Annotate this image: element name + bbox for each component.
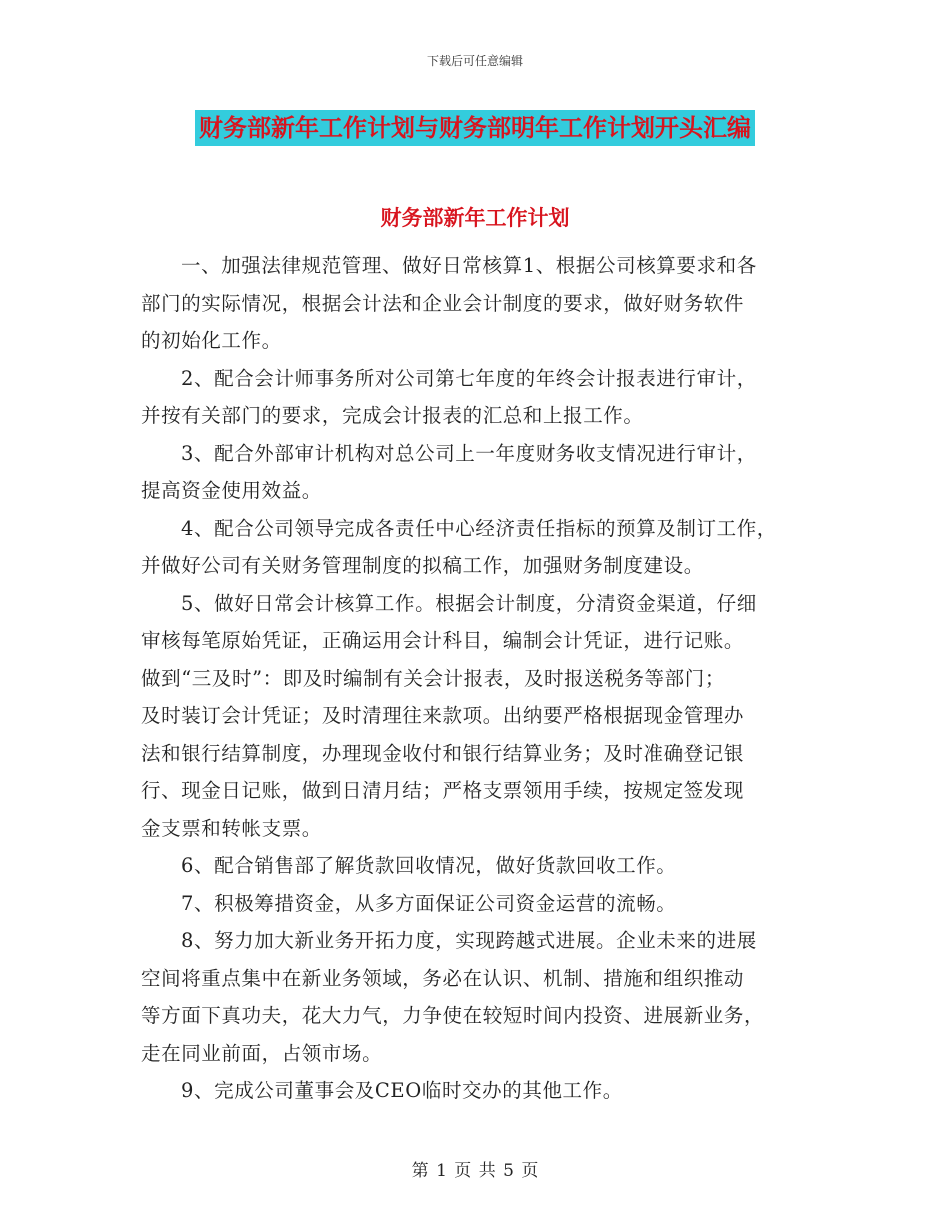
paragraph xyxy=(141,360,811,435)
paragraph-line: 的初始化工作。 xyxy=(141,329,282,352)
paragraph xyxy=(141,885,811,923)
main-title: 财务部新年工作计划与财务部明年工作计划开头汇编 xyxy=(195,110,755,146)
paragraph-line: 金支票和转帐支票。 xyxy=(141,816,322,840)
paragraph-line: 一、加强法律规范管理、做好日常核算1、根据公司核算要求和各 xyxy=(181,254,757,277)
paragraph-line: 2、配合会计师事务所对公司第七年度的年终会计报表进行审计， xyxy=(181,366,757,390)
paragraph-line: 审核每笔原始凭证，正确运用会计科目，编制会计凭证，进行记账。 xyxy=(141,629,745,652)
header-note: 下载后可任意编辑 xyxy=(426,54,523,68)
paragraph xyxy=(141,585,811,848)
paragraph xyxy=(141,435,811,510)
paragraph-line: 等方面下真功夫，花大力气，力争使在较短时间内投资、进展新业务， xyxy=(141,1004,765,1027)
paragraph-line: 3、配合外部审计机构对总公司上一年度财务收支情况进行审计， xyxy=(181,441,757,465)
document-body xyxy=(141,247,811,1110)
page-footer: 第 1 页 共 5 页 xyxy=(411,1161,539,1181)
paragraph-line: 9、完成公司董事会及CEO临时交办的其他工作。 xyxy=(181,1079,623,1102)
paragraph xyxy=(141,247,811,360)
paragraph-line: 5、做好日常会计核算工作。根据会计制度，分清资金渠道，仔细 xyxy=(181,591,757,615)
paragraph xyxy=(141,1072,811,1110)
paragraph-line: 4、配合公司领导完成各责任中心经济责任指标的预算及制订工作， xyxy=(181,516,777,540)
paragraph-line: 8、努力加大新业务开拓力度，实现跨越式进展。企业未来的进展 xyxy=(181,929,757,952)
paragraph-line: 提高资金使用效益。 xyxy=(141,479,322,502)
paragraph-line: 及时装订会计凭证；及时清理往来款项。出纳要严格根据现金管理办 xyxy=(141,704,745,727)
paragraph xyxy=(141,922,811,1072)
paragraph xyxy=(141,847,811,885)
paragraph-line: 并做好公司有关财务管理制度的拟稿工作，加强财务制度建设。 xyxy=(141,554,704,577)
paragraph-line: 行、现金日记账，做到日清月结；严格支票领用手续，按规定签发现 xyxy=(141,779,745,802)
paragraph-line: 部门的实际情况，根据会计法和企业会计制度的要求，做好财务软件 xyxy=(141,291,745,315)
section-title: 财务部新年工作计划 xyxy=(380,206,570,230)
paragraph-line: 法和银行结算制度，办理现金收付和银行结算业务；及时准确登记银 xyxy=(141,741,745,765)
paragraph-line: 7、积极筹措资金，从多方面保证公司资金运营的流畅。 xyxy=(181,891,677,915)
paragraph xyxy=(141,510,811,585)
paragraph-line: 空间将重点集中在新业务领域，务必在认识、机制、措施和组织推动 xyxy=(141,966,745,990)
paragraph-line: 走在同业前面，占领市场。 xyxy=(141,1041,383,1065)
paragraph-line: 并按有关部门的要求，完成会计报表的汇总和上报工作。 xyxy=(141,404,644,427)
paragraph-line: 做到“三及时”：即及时编制有关会计报表，及时报送税务等部门； xyxy=(141,666,725,690)
paragraph-line: 6、配合销售部了解货款回收情况，做好货款回收工作。 xyxy=(181,854,677,877)
